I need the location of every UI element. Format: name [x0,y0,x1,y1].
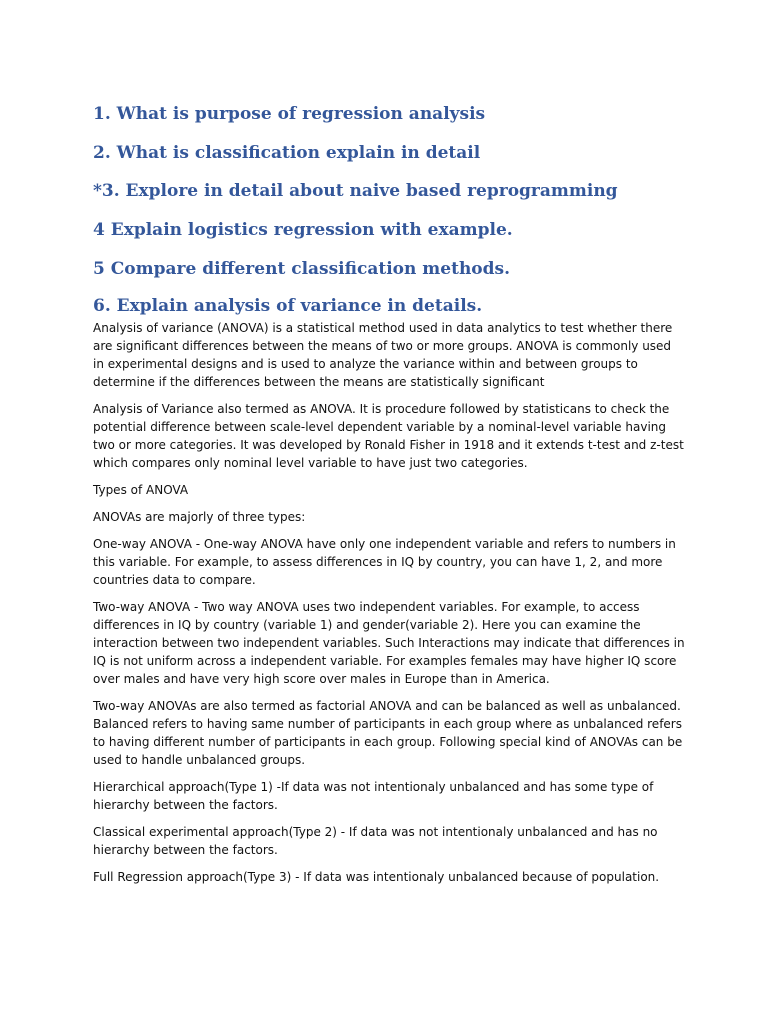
paragraph-anova-definition: Analysis of variance (ANOVA) is a statistical method used in data analytics to test whether there are significant differences between the means of two or more groups. ANOVA is commonly used in experimental designs and is used to analyze the variance within and between groups to determine if the differences between the means are statistically significant [93,321,673,389]
question-3: *3. Explore in detail about naive based reprogramming [93,181,618,201]
question-6: 6. Explain analysis of variance in details. [93,296,483,316]
answer-body [93,319,685,895]
paragraph-types-heading: Types of ANOVA [93,483,189,497]
paragraph-three-types: ANOVAs are majorly of three types: [93,510,306,524]
paragraph-type-1: Hierarchical approach(Type 1) -If data was not intentionaly unbalanced and has some type of hierarchy between the factors. [93,780,654,812]
paragraph-type-2: Classical experimental approach(Type 2) - If data was not intentionaly unbalanced and has no hierarchy between the factors. [93,825,658,857]
paragraph-anova-history: Analysis of Variance also termed as ANOVA. It is procedure followed by statisticans to check the potential difference between scale-level dependent variable by a nominal-level variable having two or more categories. It was developed by Ronald Fisher in 1918 and it extends t-test and z-test which compares only nominal level variable to have just two categories. [93,402,684,470]
paragraph-factorial: Two-way ANOVAs are also termed as factorial ANOVA and can be balanced as well as unbalanced. Balanced refers to having same number of participants in each group where as unbalanced refers to having different number of participants in each group. Following special kind of ANOVAs can be used to handle unbalanced groups. [93,699,683,767]
question-1: 1. What is purpose of regression analysis [93,104,486,124]
question-4: 4 Explain logistics regression with example. [93,220,513,240]
paragraph-two-way: Two-way ANOVA - Two way ANOVA uses two independent variables. For example, to access differences in IQ by country (variable 1) and gender(variable 2). Here you can examine the interaction between two independent variables. Such Interactions may indicate that differences in IQ is not uniform across a independent variable. For examples females may have higher IQ score over males and have very high score over males in Europe than in America. [93,600,685,686]
paragraph-one-way: One-way ANOVA - One-way ANOVA have only one independent variable and refers to numbers in this variable. For example, to assess differences in IQ by country, you can have 1, 2, and more countries data to compare. [93,537,676,587]
paragraph-type-3: Full Regression approach(Type 3) - If data was intentionaly unbalanced because of population. [93,870,660,884]
question-2: 2. What is classification explain in detail [93,143,481,163]
question-5: 5 Compare different classification methods. [93,259,511,279]
